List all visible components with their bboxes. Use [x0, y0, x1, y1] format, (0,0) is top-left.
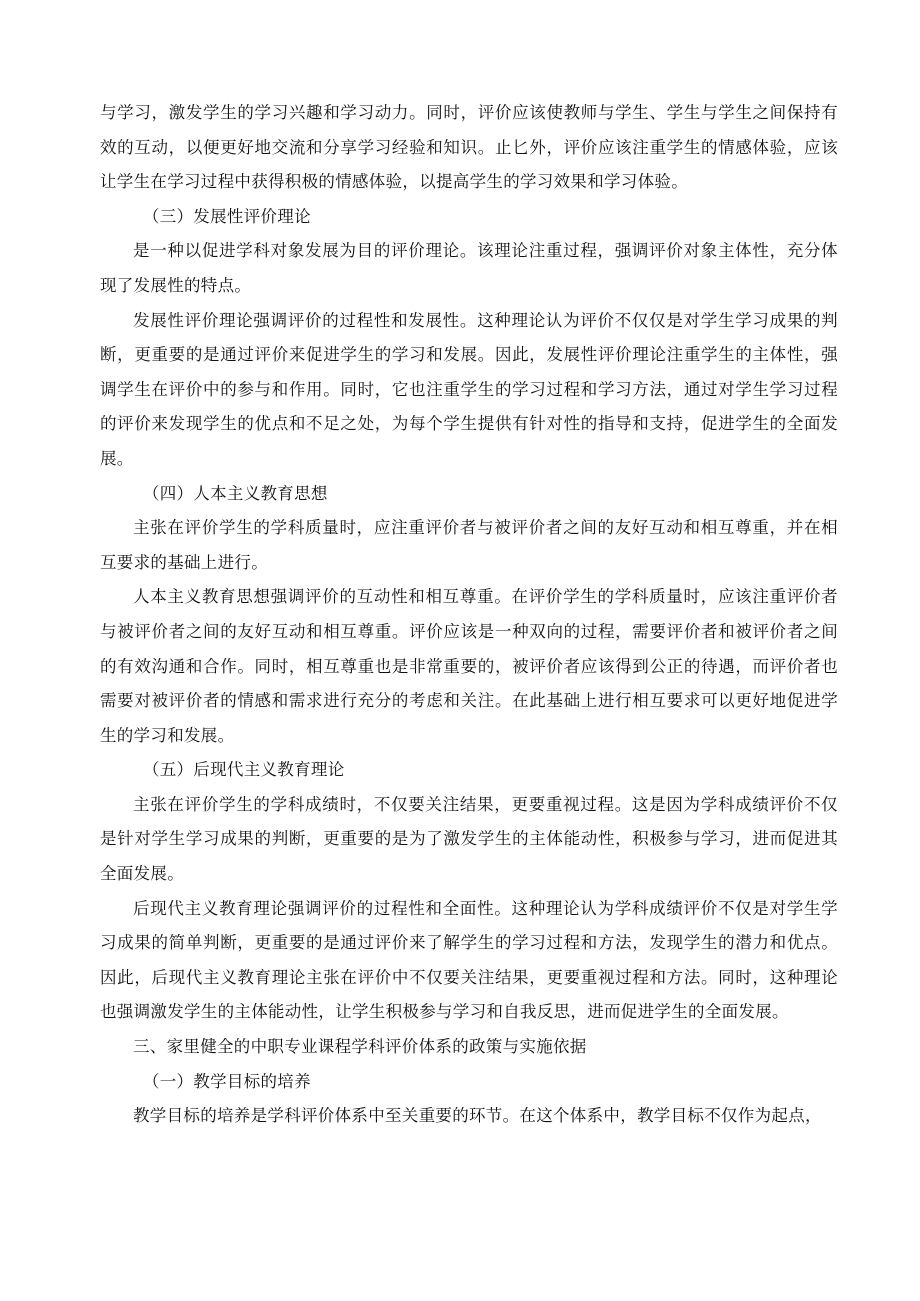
subheading-postmodernism: （五）后现代主义教育理论 — [142, 760, 345, 780]
subheading-humanism: （四）人本主义教育思想 — [142, 483, 328, 503]
paragraph: 人本主义教育思想强调评价的互动性和相互尊重。在评价学生的学科质量时，应该注重评价者与被评价者之间的友好互动和相互尊重。评价应该是一种双向的过程，需要评价者和被评价者之间的有效沟通和合作。同时，相互尊重也是非常重要的，被评价者应该得到公正的待遇，而评价者也需要对被评价者的情感和需求进行充分的考虑和关注。在此基础上进行相互要求可以更好地促进学生的学习和发展。 — [100, 587, 838, 745]
paragraph: 教学目标的培养是学科评价体系中至关重要的环节。在这个体系中，教学目标不仅作为起点， — [133, 1106, 822, 1126]
paragraph: 发展性评价理论强调评价的过程性和发展性。这种理论认为评价不仅仅是对学生学习成果的判断，更重要的是通过评价来促进学生的学习和发展。因此，发展性评价理论注重学生的主体性，强调学生在评价中的参与和作用。同时，它也注重学生的学习过程和学习方法，通过对学生学习过程的评价来发现学生的优点和不足之处，为每个学生提供有针对性的指导和支持，促进学生的全面发展。 — [100, 310, 838, 468]
subheading-teaching-goals: （一）教学目标的培养 — [142, 1071, 311, 1091]
section-heading: 三、家里健全的中职专业课程学科评价体系的政策与实施依据 — [133, 1037, 587, 1057]
paragraph: 主张在评价学生的学科成绩时，不仅要关注结果，更要重视过程。这是因为学科成绩评价不仅是针对学生学习成果的判断，更重要的是为了激发学生的主体能动性，积极参与学习，进而促进其全面发展。 — [100, 794, 838, 884]
paragraph: 后现代主义教育理论强调评价的过程性和全面性。这种理论认为学科成绩评价不仅是对学生学习成果的简单判断，更重要的是通过评价来了解学生的学习过程和方法，发现学生的潜力和优点。因此，后现代主义教育理论主张在评价中不仅要关注结果，更要重视过程和方法。同时，这种理论也强调激发学生的主体能动性，让学生积极参与学习和自我反思，进而促进学生的全面发展。 — [100, 898, 838, 1022]
document-body — [100, 96, 838, 1134]
paragraph: 主张在评价学生的学科质量时，应注重评价者与被评价者之间的友好互动和相互尊重，并在相互要求的基础上进行。 — [100, 518, 838, 572]
subheading-developmental-evaluation: （三）发展性评价理论 — [142, 206, 311, 226]
paragraph-continued: 与学习，激发学生的学习兴趣和学习动力。同时，评价应该使教师与学生、学生与学生之间保持有效的互动，以便更好地交流和分享学习经验和知识。止匕外，评价应该注重学生的情感体验，应该让学生在学习过程中获得积极的情感体验，以提高学生的学习效果和学习体验。 — [100, 103, 838, 192]
paragraph: 是一种以促进学科对象发展为目的评价理论。该理论注重过程，强调评价对象主体性，充分体现了发展性的特点。 — [100, 241, 838, 295]
